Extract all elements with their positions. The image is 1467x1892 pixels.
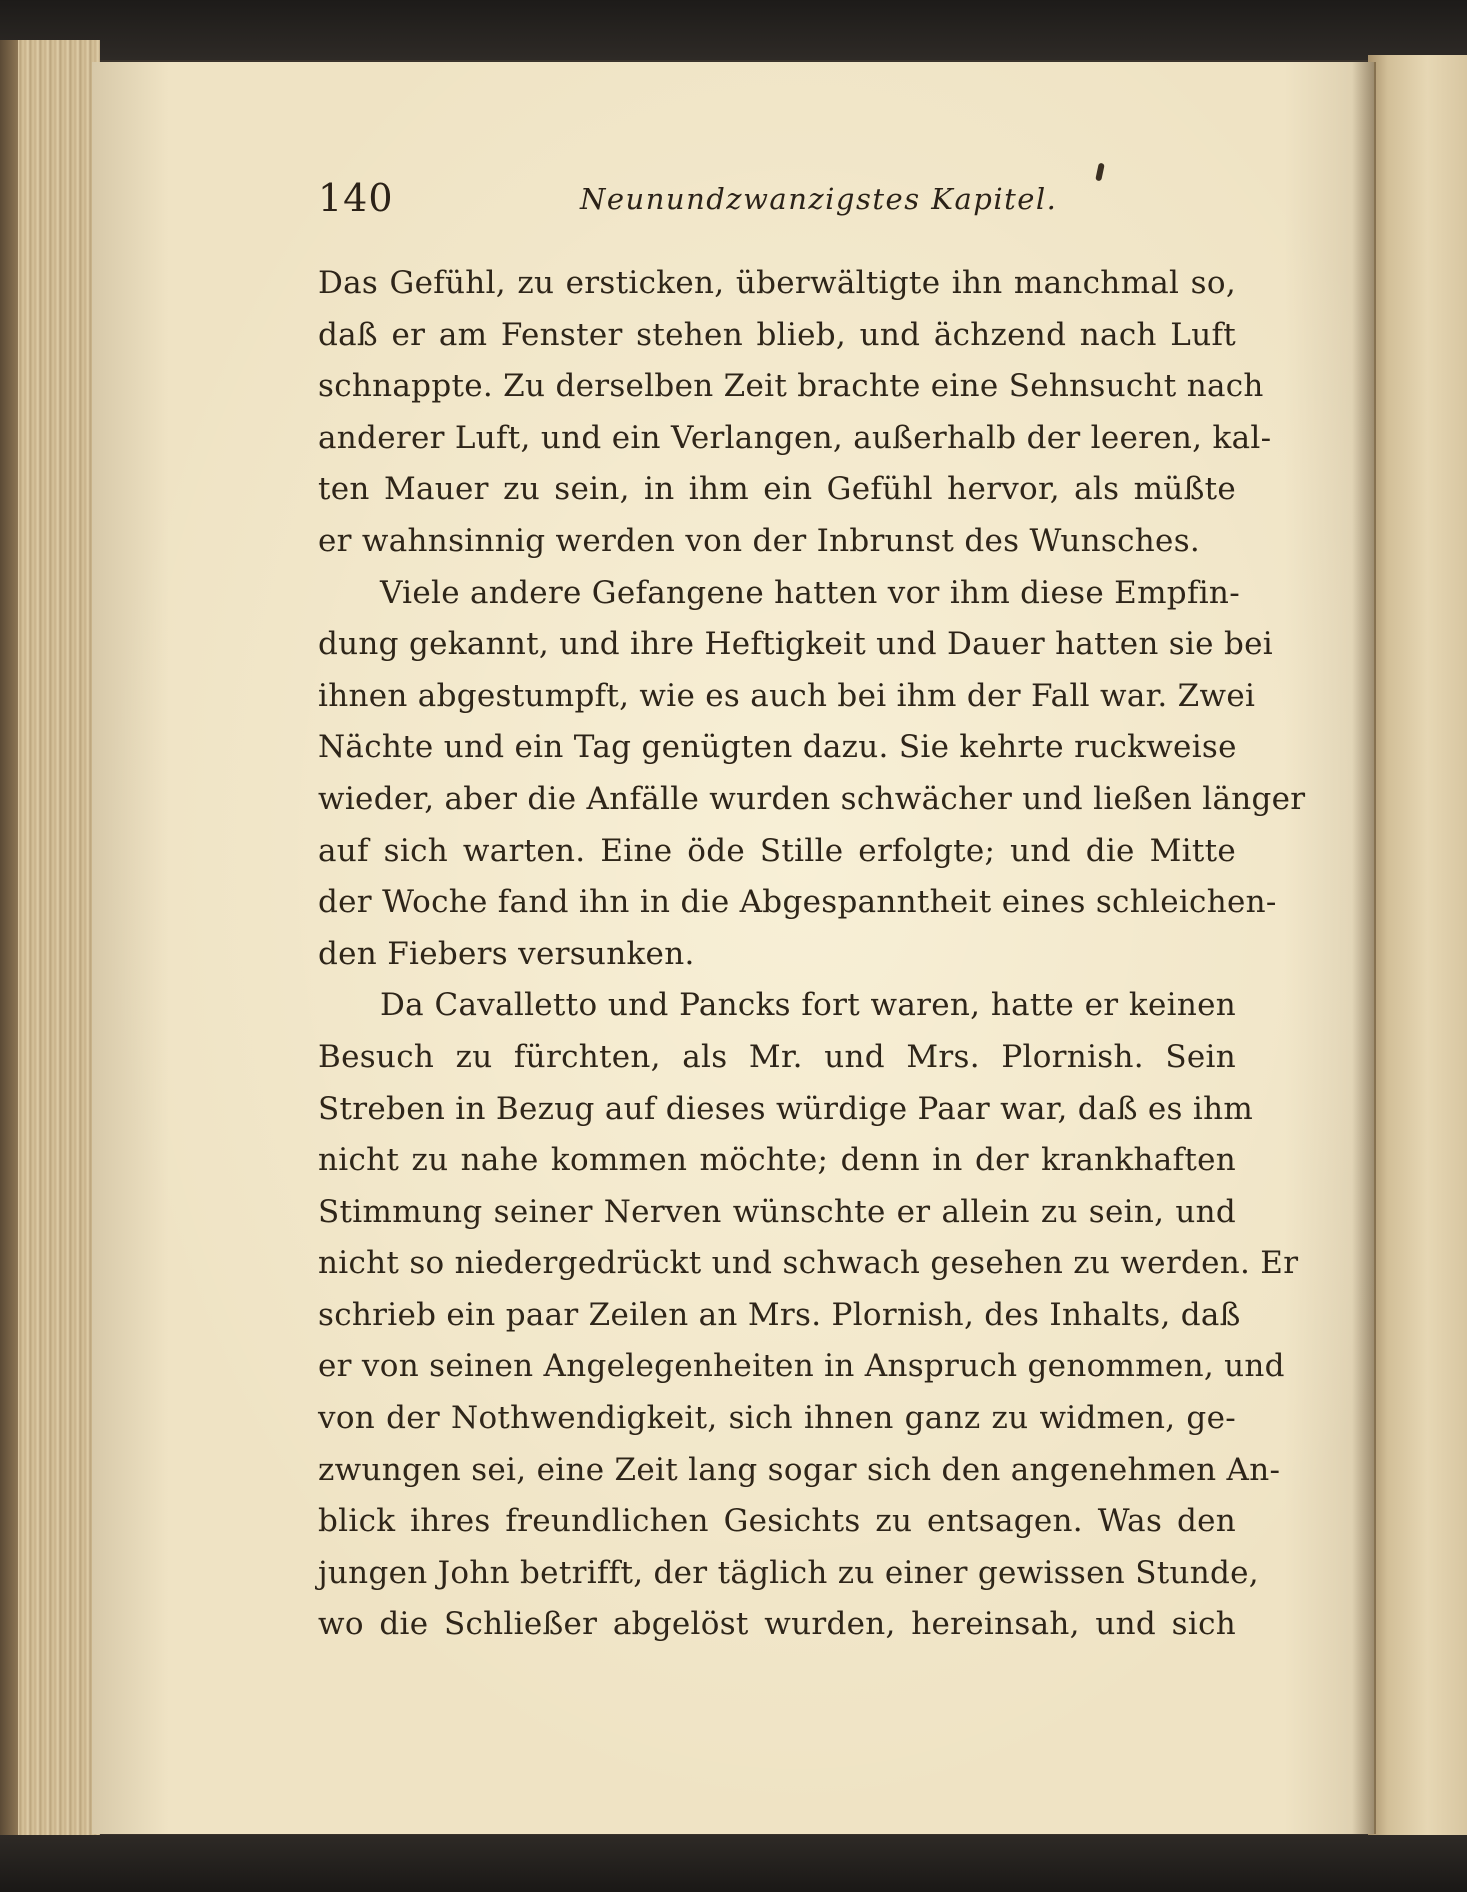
- text-line: er wahnsinnig werden von der Inbrunst des Wunsches.: [318, 522, 1201, 559]
- text-line: anderer Luft, und ein Verlangen, außerhalb der leeren, kal-: [318, 419, 1272, 456]
- text-line: ten Mauer zu sein, in ihm ein Gefühl hervor, als müßte: [318, 471, 1236, 508]
- facing-page-edge: [1368, 55, 1467, 1840]
- text-line: er von seinen Angelegenheiten in Anspruch genommen, und: [318, 1348, 1285, 1385]
- page-number: 140: [318, 176, 394, 220]
- text-line: Da Cavalletto und Pancks fort waren, hatte er keinen: [380, 987, 1236, 1024]
- text-line: Viele andere Gefangene hatten vor ihm diese Empfin-: [380, 574, 1240, 611]
- text-line: Stimmung seiner Nerven wünschte er allein zu sein, und: [318, 1193, 1236, 1230]
- text-line: Nächte und ein Tag genügten dazu. Sie kehrte ruckweise: [318, 729, 1237, 766]
- body-text: [318, 258, 1306, 1651]
- page-header: [318, 176, 1238, 224]
- text-line: Streben in Bezug auf dieses würdige Paar war, daß es ihm: [318, 1090, 1254, 1127]
- text-line: blick ihres freundlichen Gesichts zu entsagen. Was den: [318, 1503, 1236, 1540]
- text-line: zwungen sei, eine Zeit lang sogar sich den angenehmen An-: [318, 1451, 1281, 1488]
- text-line: wo die Schließer abgelöst wurden, hereinsah, und sich: [318, 1606, 1236, 1643]
- text-line: daß er am Fenster stehen blieb, und ächzend nach Luft: [318, 316, 1236, 353]
- text-line: schrieb ein paar Zeilen an Mrs. Plornish, des Inhalts, daß: [318, 1296, 1241, 1333]
- text-line: nicht zu nahe kommen möchte; denn in der krankhaften: [318, 1142, 1236, 1179]
- text-line: der Woche fand ihn in die Abgespanntheit eines schleichen-: [318, 884, 1277, 921]
- text-line: Das Gefühl, zu ersticken, überwältigte ihn manchmal so,: [318, 265, 1236, 301]
- text-line: nicht so niedergedrückt und schwach gesehen zu werden. Er: [318, 1245, 1299, 1282]
- text-line: Besuch zu fürchten, als Mr. und Mrs. Plornish. Sein: [318, 1038, 1236, 1075]
- scanner-bottom-border: [0, 1835, 1467, 1892]
- text-line: ihnen abgestumpft, wie es auch bei ihm der Fall war. Zwei: [318, 677, 1256, 714]
- text-line: den Fiebers versunken.: [318, 935, 695, 972]
- text-line: auf sich warten. Eine öde Stille erfolgte; und die Mitte: [318, 832, 1236, 869]
- gutter-shadow: [1352, 62, 1376, 1834]
- text-line: jungen John betrifft, der täglich zu einer gewissen Stunde,: [318, 1554, 1259, 1591]
- scanner-top-border: [0, 0, 1467, 60]
- text-line: schnappte. Zu derselben Zeit brachte eine Sehnsucht nach: [318, 368, 1264, 405]
- page-stack-edge: [0, 40, 100, 1845]
- text-line: von der Nothwendigkeit, sich ihnen ganz zu widmen, ge-: [318, 1400, 1236, 1437]
- text-line: dung gekannt, und ihre Heftigkeit und Dauer hatten sie bei: [318, 626, 1273, 663]
- running-title: Neunundzwanzigstes Kapitel.: [580, 182, 1058, 216]
- text-line: wieder, aber die Anfälle wurden schwächer und ließen länger: [318, 780, 1306, 817]
